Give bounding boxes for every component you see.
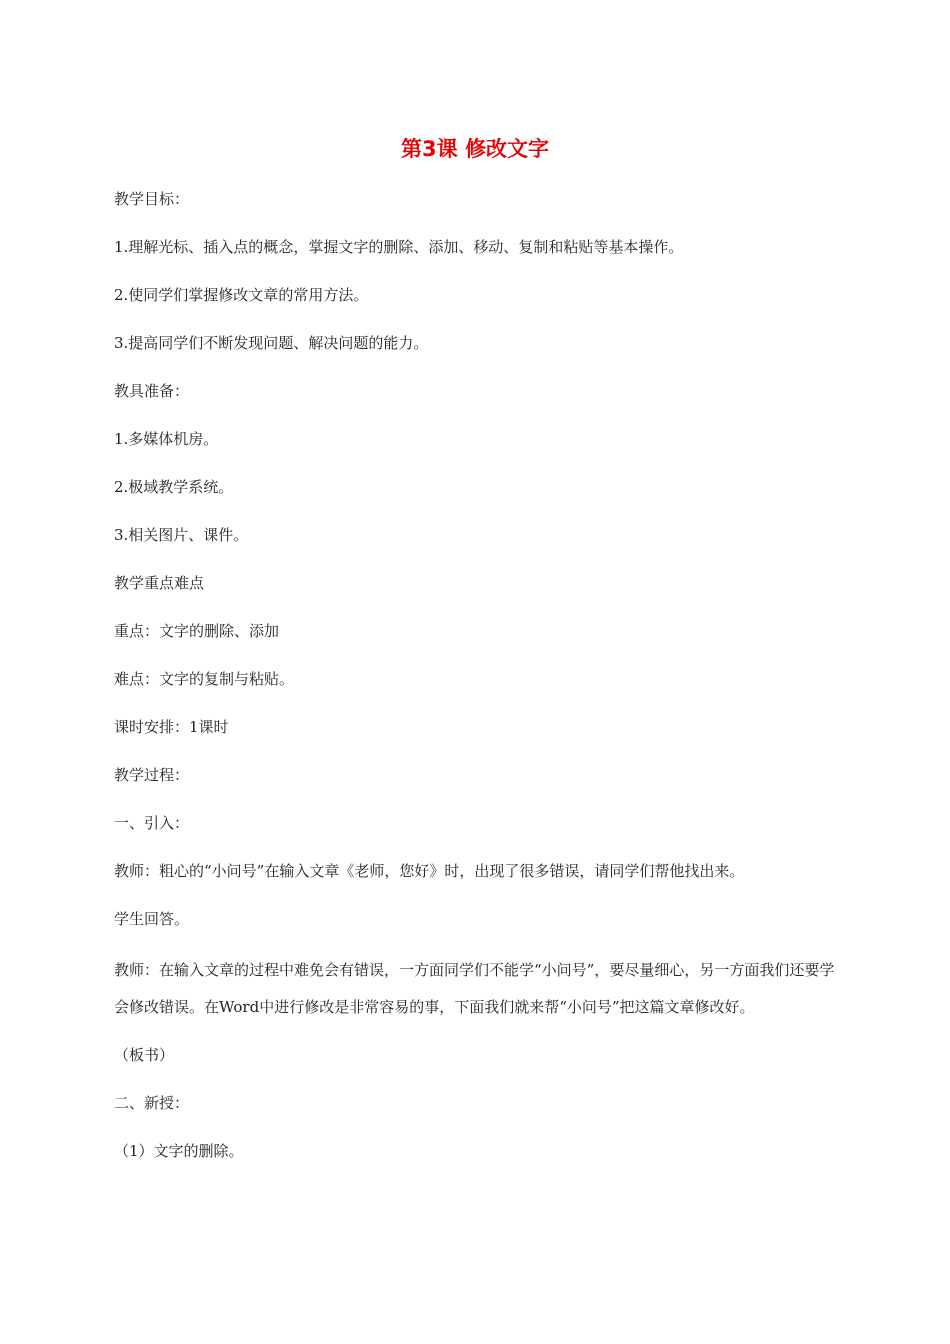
list-item: （1）文字的删除。 [114,1142,244,1160]
section-heading-materials: 教具准备： [114,382,190,400]
material-item: 1.多媒体机房。 [114,430,219,448]
subsection-heading-intro: 一、引入： [114,814,190,832]
objective-item: 1.理解光标、插入点的概念，掌握文字的删除、添加、移动、复制和粘贴等基本操作。 [114,238,684,256]
material-item: 2.极域教学系统。 [114,478,234,496]
section-heading-process: 教学过程： [114,766,190,784]
material-item: 3.相关图片、课件。 [114,526,249,544]
objective-item: 3.提高同学们不断发现问题、解决问题的能力。 [114,334,429,352]
board-note: （板书） [114,1046,175,1064]
schedule-line: 课时安排：1课时 [114,718,229,736]
objective-item: 2.使同学们掌握修改文章的常用方法。 [114,286,369,304]
teacher-paragraph: 教师：粗心的“小问号”在输入文章《老师，您好》时，出现了很多错误，请同学们帮他找出来。 [114,862,745,880]
section-heading-key-points: 教学重点难点 [114,574,205,592]
key-point: 重点：文字的删除、添加 [114,622,280,640]
subsection-heading-new-lesson: 二、新授： [114,1094,190,1112]
page-title: 第3课 修改文字 [401,137,549,161]
difficult-point: 难点：文字的复制与粘贴。 [114,670,295,688]
teacher-paragraph: 教师：在输入文章的过程中难免会有错误，一方面同学们不能学“小问号”，要尽量细心，另一方面我们还要学会修改错误。在Word中进行修改是非常容易的事，下面我们就来帮“小问号”把这篇文章修改好。 [114,961,835,1016]
document-body [114,184,844,1184]
section-heading-objectives: 教学目标： [114,190,190,208]
student-paragraph: 学生回答。 [114,910,190,928]
